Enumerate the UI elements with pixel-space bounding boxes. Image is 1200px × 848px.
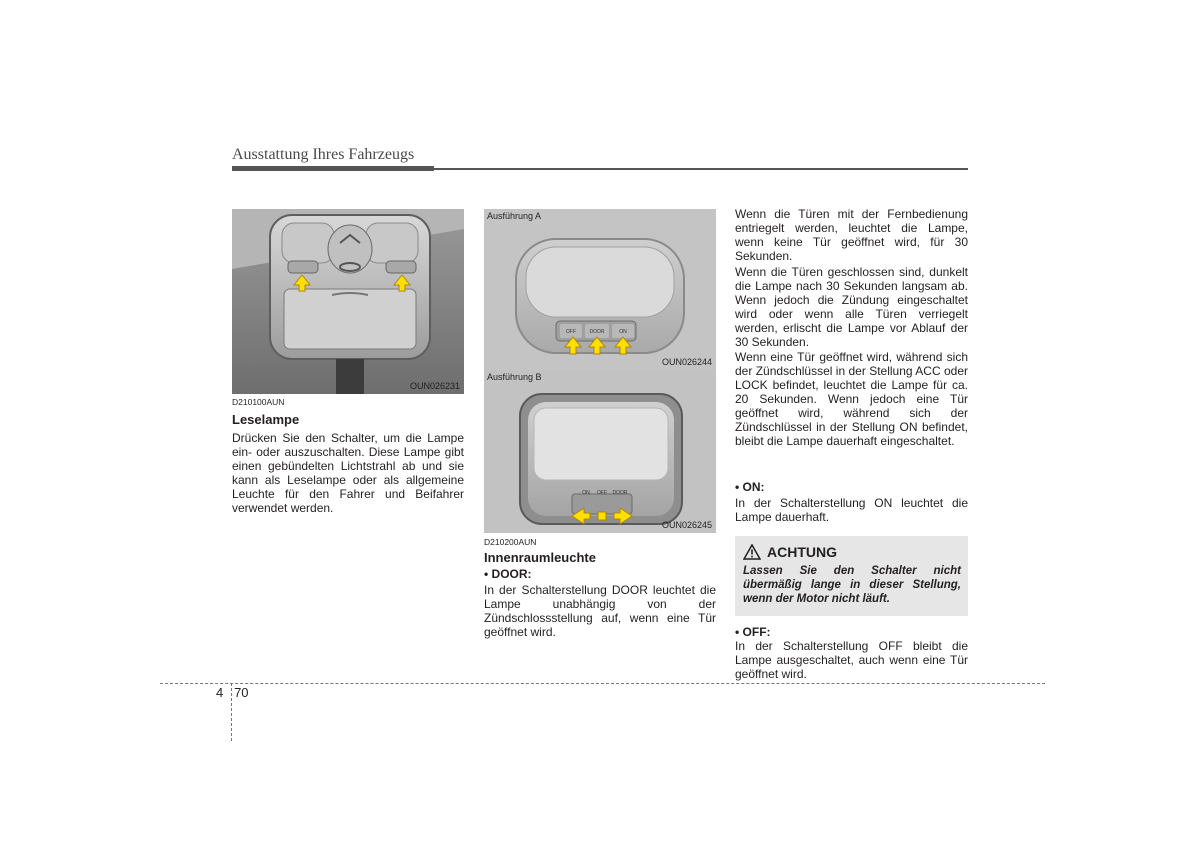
bullet-door: • DOOR:	[484, 567, 532, 581]
para-door-opened: Wenn eine Tür geöffnet wird, während sich der Zündschlüssel in der Stellung ACC oder LOCK befindet, leuchtet die Lampe für ca. 20 Sekunden. Wenn jedoch eine Tür geöffnet wird, während sich der Zündschlüssel in der Stellung ON befindet, bleibt die Lampe dauerhaft eingeschaltet.	[735, 350, 968, 448]
reference-code-2: D210200AUN	[484, 537, 537, 547]
interior-lamp-photo-a	[484, 209, 716, 370]
para-doors-closed: Wenn die Türen geschlossen sind, dunkelt die Lampe nach 30 Sekunden langsam ab. Wenn jedoch die Zündung eingeschaltet wird oder wenn alle Türen verriegelt werden, erlischt die Lampe vor Ablauf der 30 Sekunden.	[735, 265, 968, 349]
photo-code: OUN026231	[409, 381, 460, 391]
warning-text: Lassen Sie den Schalter nicht übermäßig lange in dieser Stellung, wenn der Motor nicht läuft.	[743, 565, 961, 605]
on-body: In der Schalterstellung ON leuchtet die Lampe dauerhaft.	[735, 496, 968, 524]
variant-label-a: Ausführung A	[487, 211, 542, 221]
switch-label-a-1: OFF	[566, 329, 576, 335]
photo-code-a: OUN026244	[661, 357, 712, 367]
variant-label-b: Ausführung B	[487, 372, 542, 382]
reference-code: D210100AUN	[232, 397, 285, 407]
off-body: In der Schalterstellung OFF bleibt die Lampe ausgeschaltet, auch wenn eine Tür geöffnet wird.	[735, 639, 968, 681]
switch-label-a-2: DOOR	[589, 329, 605, 335]
chapter-number: 4	[216, 685, 224, 700]
switch-label-a-3: ON	[619, 329, 627, 335]
warning-heading	[743, 544, 837, 560]
page-header-title: Ausstattung Ihres Fahrzeugs	[232, 146, 415, 163]
warning-triangle-icon	[743, 544, 761, 560]
footer-dashed-rule	[160, 683, 1045, 684]
door-body: In der Schalterstellung DOOR leuchtet die Lampe unabhängig von der Zündschlossstellung auf, wenn eine Tür geöffnet wird.	[484, 583, 716, 639]
para-remote-unlock: Wenn die Türen mit der Fernbedienung entriegelt werden, leuchtet die Lampe, wenn keine Tür geöffnet wird, für 30 Sekunden.	[735, 207, 968, 263]
switch-label-b-2: OFF	[597, 490, 607, 496]
page-number	[216, 685, 249, 700]
header-rule-accent	[232, 166, 434, 171]
section-heading-leselampe: Leselampe	[232, 412, 300, 427]
bullet-off: • OFF:	[735, 625, 771, 639]
section-heading-innenraumleuchte: Innenraumleuchte	[484, 550, 596, 565]
warning-title: ACHTUNG	[767, 544, 837, 560]
bullet-on: • ON:	[735, 480, 765, 494]
leselampe-body: Drücken Sie den Schalter, um die Lampe ein- oder auszuschalten. Diese Lampe gibt einen gebündelten Lichtstrahl ab und sie kann als Leselampe oder als allgemeine Leuchte für den Fahrer und Beifahrer verwendet werden.	[232, 431, 464, 515]
switch-label-b-3: DOOR	[612, 490, 628, 496]
switch-label-b-1: ON	[582, 490, 590, 496]
warning-box	[735, 536, 968, 616]
interior-lamp-photo-b	[484, 370, 716, 533]
page-number-value: 70	[234, 685, 249, 700]
photo-code-b: OUN026245	[661, 520, 712, 530]
reading-lamp-photo	[232, 209, 464, 394]
